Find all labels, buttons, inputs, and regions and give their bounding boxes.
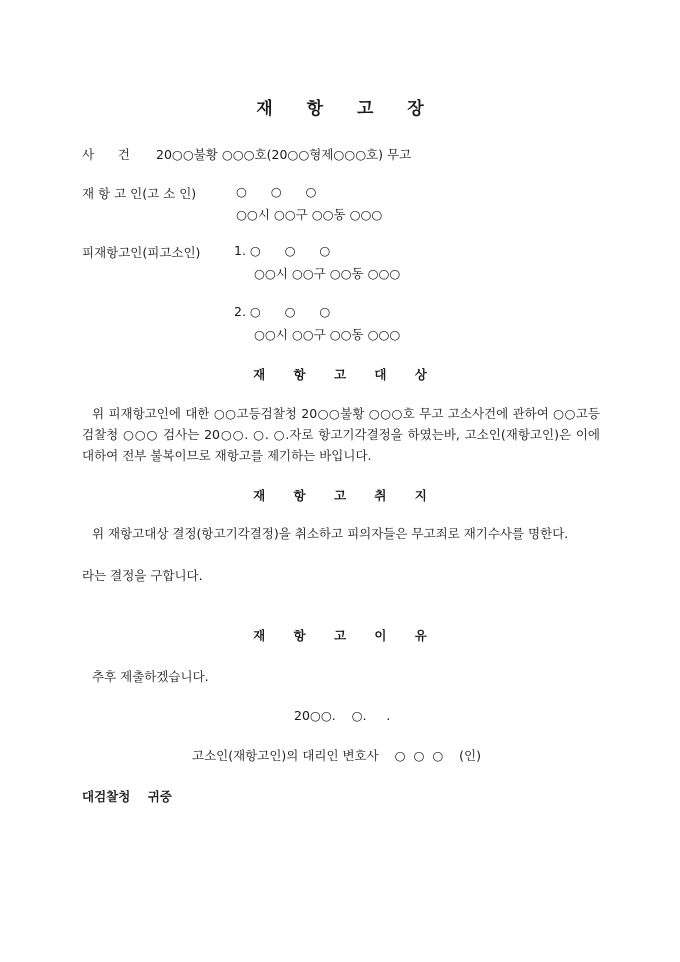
respondent-1-name: 1. ○ ○ ○ (234, 243, 331, 258)
purpose-heading: 재 항 고 취 지 (253, 488, 439, 503)
subject-body: 위 피재항고인에 대한 ○○고등검찰청 20○○불황 ○○○호 무고 고소사건에 관하여 ○○고등검찰청 ○○○ 검사는 20○○. ○. ○.자로 항고기각결정을 하였는바, 고소인(재항고인)은 이에 대하여 전부 불복이므로 재항고를 제기하는 바입니다. (82, 406, 600, 463)
respondent-2-address: ○○시 ○○구 ○○동 ○○○ (254, 327, 401, 342)
signature-line: 고소인(재항고인)의 대리인 변호사 ○ ○ ○ (인) (192, 748, 481, 763)
document-date: 20○○. ○. . (294, 708, 391, 723)
purpose-closing: 라는 결정을 구합니다. (82, 568, 203, 583)
reason-heading: 재 항 고 이 유 (253, 628, 439, 643)
addressee: 대검찰청 귀중 (82, 789, 172, 804)
respondent-1-address: ○○시 ○○구 ○○동 ○○○ (254, 266, 401, 281)
reason-body: 추후 제출하겠습니다. (92, 669, 209, 684)
appellant-name: ○ ○ ○ (236, 184, 317, 199)
respondent-2-name: 2. ○ ○ ○ (234, 304, 331, 319)
appellant-address: ○○시 ○○구 ○○동 ○○○ (236, 207, 383, 222)
document-title: 재 항 고 장 (256, 99, 438, 119)
appellant-label: 재 항 고 인(고 소 인) (82, 186, 197, 201)
case-label: 사 건 (82, 147, 130, 162)
subject-heading: 재 항 고 대 상 (253, 367, 439, 382)
case-value: 20○○불황 ○○○호(20○○형제○○○호) 무고 (156, 147, 412, 162)
purpose-body: 위 재항고대상 결정(항고기각결정)을 취소하고 피의자들은 무고죄로 재기수사를 명한다. (92, 526, 569, 541)
respondents-label: 피재항고인(피고소인) (82, 245, 201, 260)
